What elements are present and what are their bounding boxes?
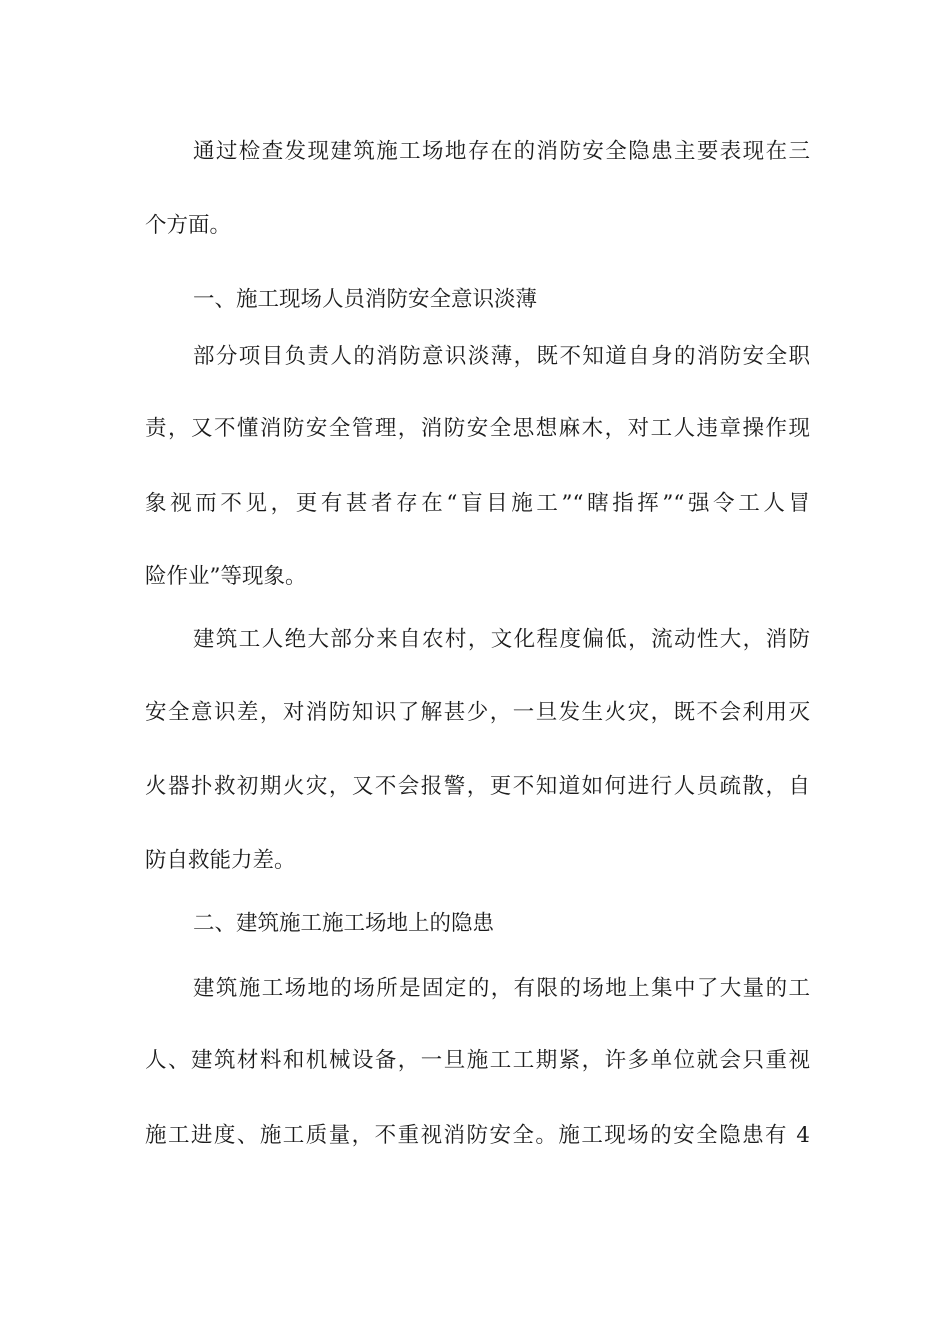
paragraph-2-line-1: 部分项目负责人的消防意识淡薄，既不知道自身的消防安全职 bbox=[193, 344, 810, 369]
paragraph-4-line-3: 施工进度、施工质量，不重视消防安全。施工现场的安全隐患有 4 bbox=[145, 1123, 810, 1148]
paragraph-intro-line-1: 通过检查发现建筑施工场地存在的消防安全隐患主要表现在三 bbox=[193, 139, 810, 164]
paragraph-2-line-3: 象视而不见，更有甚者存在“盲目施工”“瞎指挥”“强令工人冒 bbox=[145, 491, 810, 516]
paragraph-3-line-2: 安全意识差，对消防知识了解甚少，一旦发生火灾，既不会利用灭 bbox=[145, 700, 810, 725]
section-heading-1: 一、施工现场人员消防安全意识淡薄 bbox=[193, 287, 538, 312]
paragraph-3-line-3: 火器扑救初期火灾，又不会报警，更不知道如何进行人员疏散，自 bbox=[145, 774, 810, 799]
paragraph-2-line-4: 险作业”等现象。 bbox=[145, 564, 307, 589]
paragraph-4-line-1: 建筑施工场地的场所是固定的，有限的场地上集中了大量的工 bbox=[193, 976, 810, 1001]
section-heading-2: 二、建筑施工施工场地上的隐患 bbox=[193, 911, 495, 936]
paragraph-2-line-2: 责，又不懂消防安全管理，消防安全思想麻木，对工人违章操作现 bbox=[145, 416, 810, 441]
paragraph-3-line-1: 建筑工人绝大部分来自农村，文化程度偏低，流动性大，消防 bbox=[193, 627, 810, 652]
paragraph-3-line-4: 防自救能力差。 bbox=[145, 848, 296, 873]
paragraph-4-line-2: 人、建筑材料和机械设备，一旦施工工期紧，许多单位就会只重视 bbox=[145, 1048, 810, 1073]
paragraph-intro-line-2: 个方面。 bbox=[145, 213, 232, 238]
